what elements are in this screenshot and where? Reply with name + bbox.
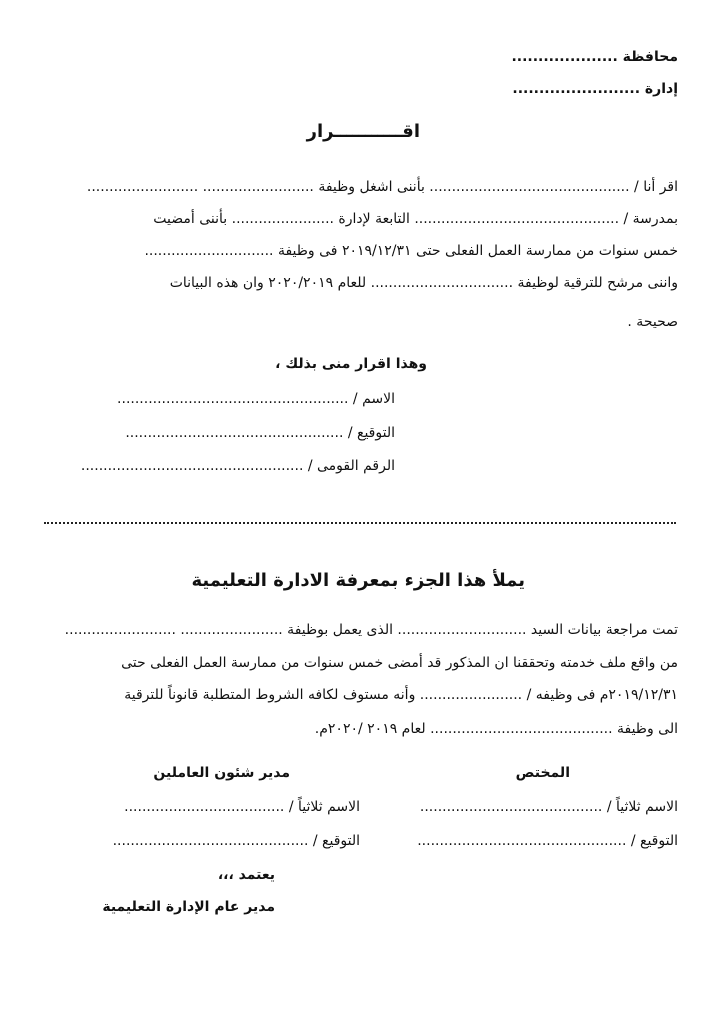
declaration-line: صحيحة . <box>627 314 678 330</box>
signature-field: التوقيع / ................................................. <box>125 425 395 441</box>
declaration-line: اقر أنا / ............................................. بأننى اشغل وظيفة ......................... ......................... <box>86 179 678 195</box>
approval-label: يعتمد ،،، <box>217 867 275 883</box>
hr-manager-name-field: الاسم ثلاثياً / .................................... <box>124 799 360 815</box>
national-id-field: الرقم القومى / .................................................. <box>80 458 395 474</box>
name-field: الاسم / .................................................... <box>117 391 395 407</box>
hr-manager-signature-field: التوقيع / ............................................ <box>112 833 360 849</box>
admin-line: ٢٠١٩/١٢/٣١م فى وظيفه / ....................... وأنه مستوف لكافه الشروط المتطلبة قانوناً للترقية <box>124 687 678 703</box>
admin-line: من واقع ملف خدمته وتحققنا ان المذكور قد أمضى خمس سنوات من ممارسة العمل الفعلى حتى <box>121 655 678 671</box>
specialist-title: المختص <box>515 765 570 781</box>
specialist-signature-field: التوقيع / ............................................... <box>417 833 678 849</box>
admin-section-title: يملأ هذا الجزء بمعرفة الادارة التعليمية <box>191 570 525 591</box>
section-separator <box>44 522 676 524</box>
admin-line: تمت مراجعة بيانات السيد ............................. الذى يعمل بوظيفة ....................... ......................... <box>64 622 678 638</box>
declaration-line: خمس سنوات من ممارسة العمل الفعلى حتى ٢٠١٩/١٢/٣١ فى وظيفة ............................. <box>144 243 678 259</box>
specialist-name-field: الاسم ثلاثياً / ......................................... <box>419 799 678 815</box>
declaration-line: واننى مرشح للترقية لوظيفة ................................ للعام ٢٠٢٠/٢٠١٩ وان هذه البيانات <box>169 275 678 291</box>
declaration-line: بمدرسة / .............................................. التابعة لإدارة ....................... بأننى أمضيت <box>153 211 678 227</box>
declaration-title: اقـــــــــــرار <box>306 121 420 142</box>
approval-authority: مدير عام الإدارة التعليمية <box>102 899 275 915</box>
admin-line: الى وظيفة ......................................... لعام ٢٠١٩ /٢٠٢٠م. <box>314 721 678 737</box>
administration-field: إدارة ........................ <box>512 81 678 97</box>
declaration-closing: وهذا اقرار منى بذلك ، <box>275 356 427 372</box>
hr-manager-title: مدير شئون العاملين <box>153 765 290 781</box>
governorate-field: محافظة .................... <box>511 49 678 65</box>
